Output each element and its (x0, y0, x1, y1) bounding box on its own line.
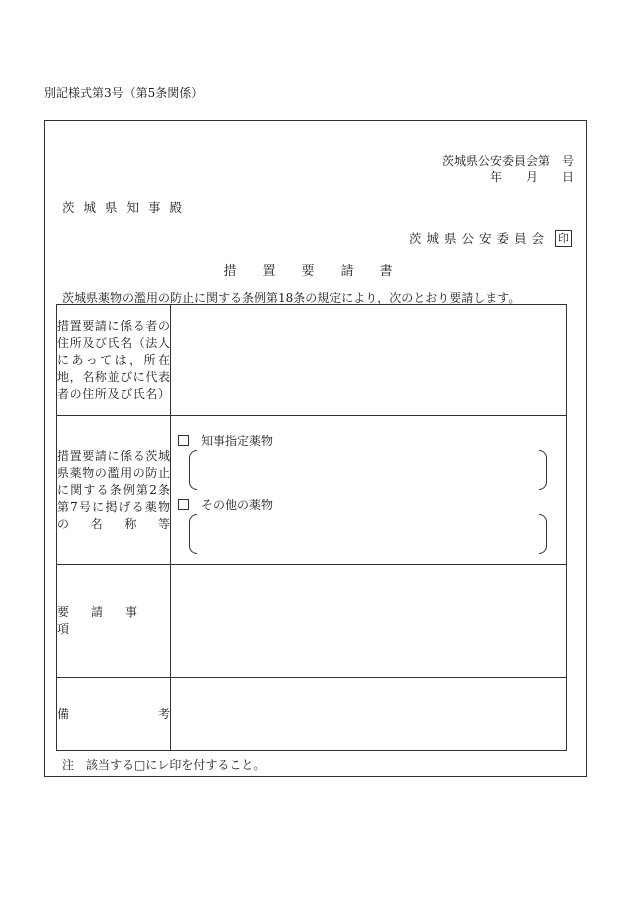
table-row (57, 416, 567, 565)
designated-drug-label: 知事指定薬物 (201, 434, 274, 448)
form-label: 別記様式第3号（第5条関係） (44, 86, 204, 100)
issue-date: 年 月 日 (489, 170, 574, 184)
applicant-field[interactable] (171, 305, 567, 416)
remarks-label: 備考 (57, 678, 171, 751)
request-table (56, 304, 567, 751)
remarks-field[interactable] (171, 678, 567, 751)
sender-name: 茨城県公安委員会 (408, 231, 549, 246)
bracket-right (539, 514, 547, 554)
drug-field (171, 416, 567, 565)
drug-label: 措置要請に係る茨城県薬物の濫用の防止に関する条例第2条第7号に掲げる薬物の名称等 (57, 416, 171, 565)
other-drug-bracket[interactable] (189, 514, 547, 554)
applicant-label: 措置要請に係る者の住所及び氏名（法人にあっては，所在地，名称並びに代表者の住所及び氏名） (57, 305, 171, 416)
table-row (57, 305, 567, 416)
table-row (57, 565, 567, 678)
option-designated-drug (178, 432, 273, 449)
other-drug-label: その他の薬物 (201, 498, 274, 512)
footnote: 注 該当する□にレ印を付すること。 (62, 758, 266, 772)
document-title: 措置要請書 (223, 264, 419, 279)
issuer-number: 茨城県公安委員会第 号 (441, 154, 574, 168)
designated-drug-checkbox[interactable] (178, 435, 189, 446)
designated-drug-bracket[interactable] (189, 450, 547, 490)
intro-text: 茨城県薬物の濫用の防止に関する条例第18条の規定により，次のとおり要請します。 (62, 291, 521, 305)
bracket-left (189, 450, 197, 490)
option-other-drug (178, 496, 273, 513)
request-items-label: 要請事項 (57, 565, 171, 678)
seal-stamp: 印 (555, 230, 572, 247)
other-drug-checkbox[interactable] (178, 499, 189, 510)
bracket-right (539, 450, 547, 490)
request-items-field[interactable] (171, 565, 567, 678)
sender-line (409, 229, 572, 247)
addressee: 茨城県知事殿 (62, 200, 192, 215)
bracket-left (189, 514, 197, 554)
table-row (57, 678, 567, 751)
